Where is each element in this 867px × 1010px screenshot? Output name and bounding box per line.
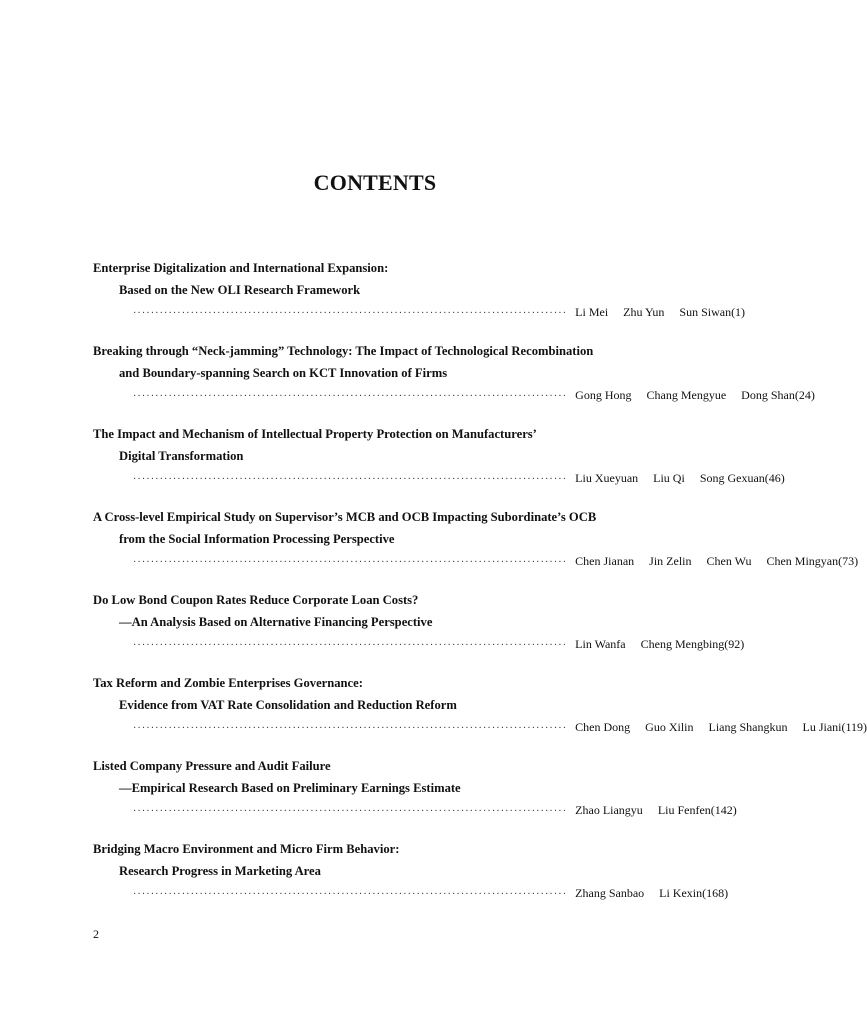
- entry-authors: [575, 301, 745, 323]
- entry-title-line-1: Do Low Bond Coupon Rates Reduce Corporate Loan Costs?: [93, 593, 419, 607]
- entry-authors: [575, 716, 867, 738]
- author: Gong Hong: [575, 388, 632, 402]
- entry-author-row: [93, 301, 746, 325]
- entry-author-row: [93, 467, 785, 491]
- entry-authors: [575, 633, 744, 655]
- contents-list: [93, 257, 867, 921]
- toc-entry[interactable]: [93, 423, 785, 491]
- toc-entry[interactable]: [93, 838, 729, 906]
- author: Zhang Sanbao: [575, 886, 645, 900]
- dot-leader: ··································································································: [133, 806, 568, 817]
- toc-entry[interactable]: [93, 506, 859, 574]
- dot-leader: ··································································································: [133, 391, 568, 402]
- entry-title-line-2: Evidence from VAT Rate Consolidation and Reduction Reform: [119, 698, 457, 712]
- author: Sun Siwan(1): [679, 305, 746, 319]
- entry-title-line-2: —An Analysis Based on Alternative Financing Perspective: [119, 615, 433, 629]
- author: Lin Wanfa: [575, 637, 626, 651]
- toc-entry[interactable]: [93, 672, 867, 740]
- entry-title-line-1: A Cross-level Empirical Study on Supervisor’s MCB and OCB Impacting Subordinate’s OCB: [93, 510, 597, 524]
- author: Li Kexin(168): [659, 886, 729, 900]
- entry-authors: [575, 799, 737, 821]
- author: Jin Zelin: [649, 554, 692, 568]
- page-title: CONTENTS: [313, 170, 437, 195]
- toc-entry[interactable]: [93, 340, 815, 408]
- entry-title-line-2: —Empirical Research Based on Preliminary Earnings Estimate: [119, 781, 461, 795]
- author: Liu Qi: [653, 471, 685, 485]
- dot-leader: ··································································································: [133, 640, 568, 651]
- entry-title-line-1: Bridging Macro Environment and Micro Firm Behavior:: [93, 842, 400, 856]
- author: Zhu Yun: [623, 305, 665, 319]
- author: Chen Mingyan(73): [766, 554, 859, 568]
- entry-title-line-2: and Boundary-spanning Search on KCT Innovation of Firms: [119, 366, 448, 380]
- entry-authors: [575, 384, 815, 406]
- entry-author-row: [93, 550, 859, 574]
- toc-entry[interactable]: [93, 257, 746, 325]
- author: Chang Mengyue: [646, 388, 727, 402]
- author: Cheng Mengbing(92): [640, 637, 745, 651]
- entry-title-line-2: Research Progress in Marketing Area: [119, 864, 321, 878]
- author: Li Mei: [575, 305, 609, 319]
- author: Liu Fenfen(142): [657, 803, 737, 817]
- entry-authors: [575, 467, 785, 489]
- entry-author-row: [93, 633, 745, 657]
- page-number: 2: [93, 927, 99, 941]
- entry-title-line-1: The Impact and Mechanism of Intellectual Property Protection on Manufacturers’: [93, 427, 537, 441]
- entry-title-line-2: Digital Transformation: [119, 449, 244, 463]
- author: Chen Dong: [575, 720, 631, 734]
- author: Guo Xilin: [645, 720, 694, 734]
- entry-authors: [575, 882, 728, 904]
- entry-title-line-2: from the Social Information Processing Perspective: [119, 532, 395, 546]
- author: Liang Shangkun: [708, 720, 788, 734]
- author: Chen Jianan: [575, 554, 635, 568]
- dot-leader: ··································································································: [133, 308, 568, 319]
- entry-author-row: [93, 882, 729, 906]
- entry-author-row: [93, 716, 867, 740]
- author: Liu Xueyuan: [575, 471, 639, 485]
- toc-entry[interactable]: [93, 589, 745, 657]
- entry-title-line-1: Listed Company Pressure and Audit Failure: [93, 759, 331, 773]
- dot-leader: ··································································································: [133, 474, 568, 485]
- dot-leader: ··································································································: [133, 557, 568, 568]
- entry-title-line-1: Enterprise Digitalization and International Expansion:: [93, 261, 389, 275]
- entry-author-row: [93, 384, 815, 408]
- author: Chen Wu: [706, 554, 752, 568]
- entry-authors: [575, 550, 858, 572]
- entry-author-row: [93, 799, 737, 823]
- toc-entry[interactable]: [93, 755, 737, 823]
- dot-leader: ··································································································: [133, 723, 568, 734]
- author: Dong Shan(24): [741, 388, 815, 402]
- entry-title-line-2: Based on the New OLI Research Framework: [119, 283, 361, 297]
- author: Song Gexuan(46): [699, 471, 785, 485]
- dot-leader: ··································································································: [133, 889, 568, 900]
- author: Zhao Liangyu: [575, 803, 643, 817]
- author: Lu Jiani(119): [802, 720, 867, 734]
- entry-title-line-1: Breaking through “Neck-jamming” Technology: The Impact of Technological Recombination: [93, 344, 594, 358]
- entry-title-line-1: Tax Reform and Zombie Enterprises Governance:: [93, 676, 363, 690]
